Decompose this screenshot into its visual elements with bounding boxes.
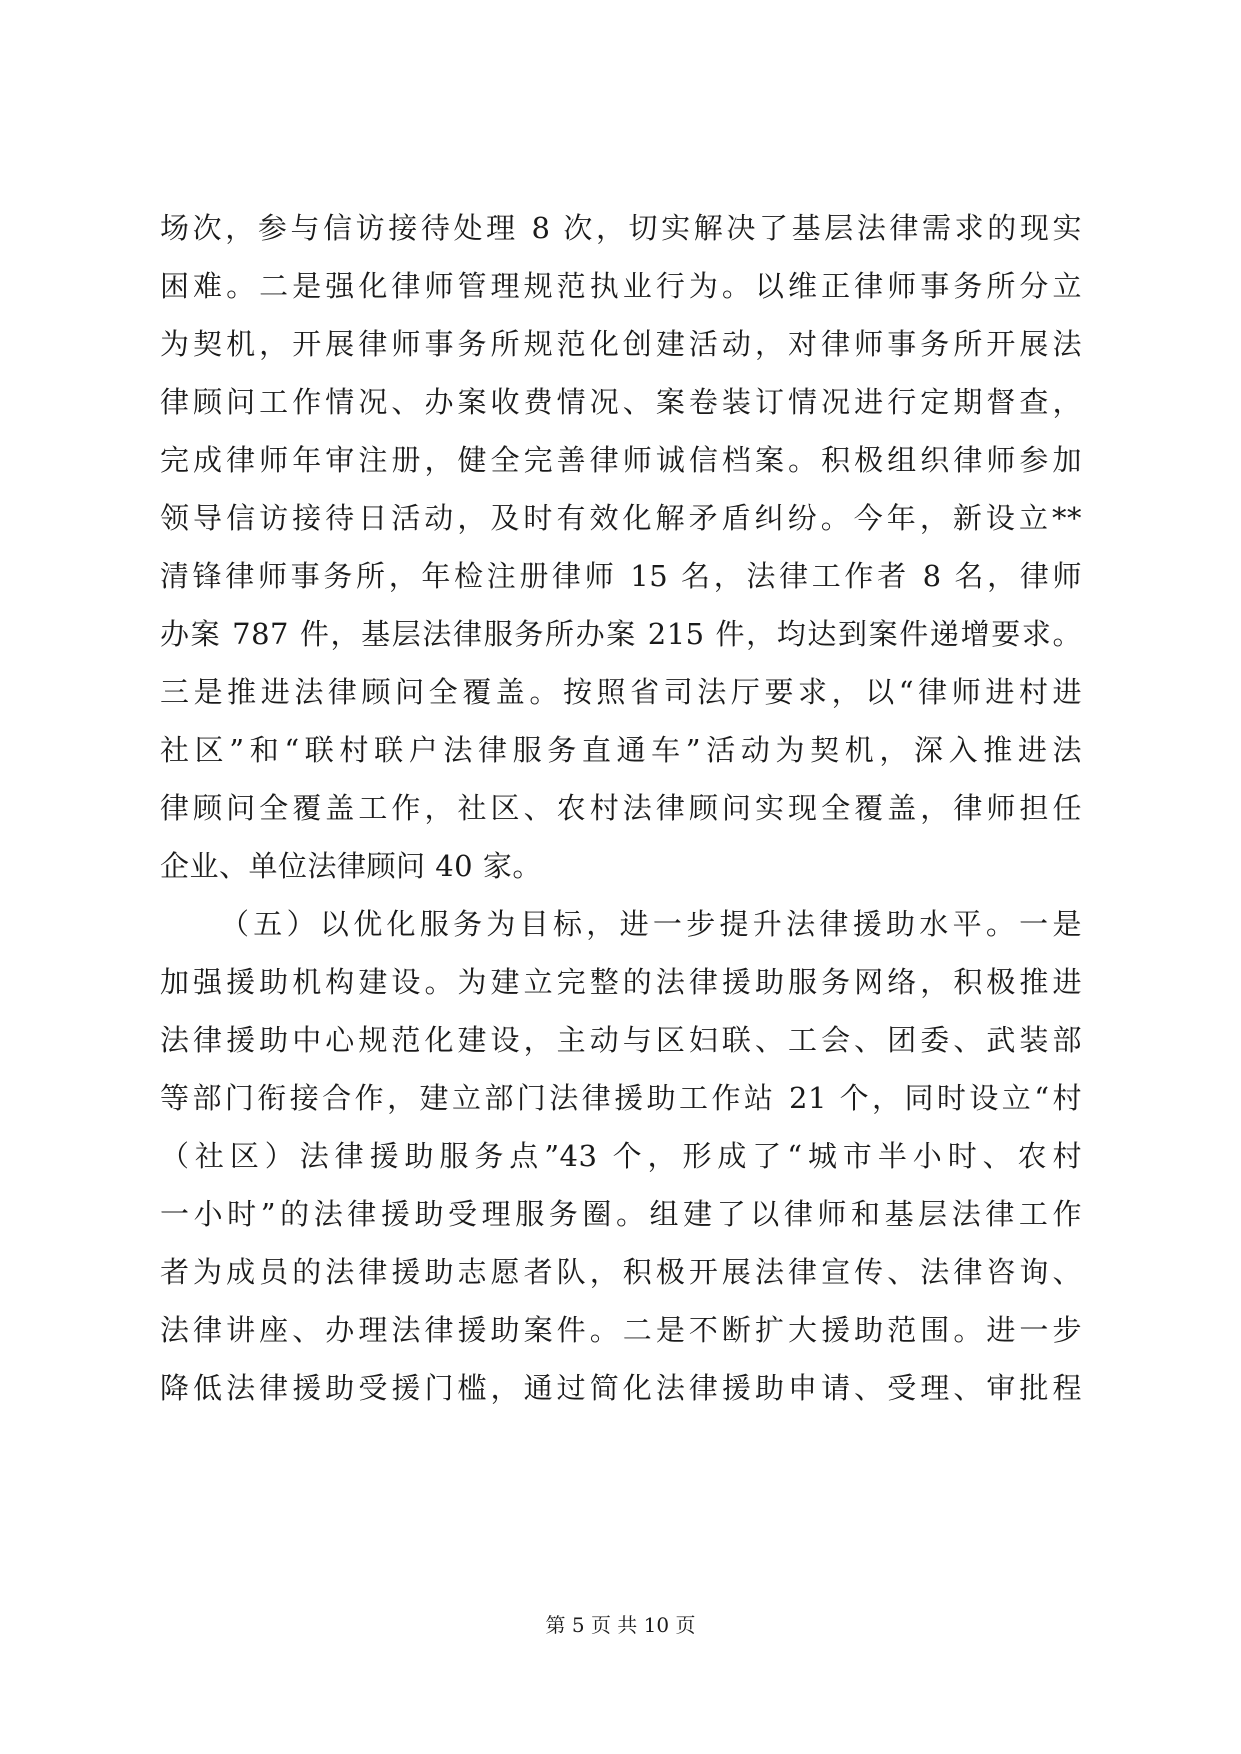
body-line: 法律援助中心规范化建设，主动与区妇联、工会、团委、武装部 <box>160 1023 1082 1057</box>
body-line: 企业、单位法律顾问 40 家。 <box>160 849 542 883</box>
body-line: 清锋律师事务所，年检注册律师 15 名，法律工作者 8 名，律师 <box>160 559 1082 593</box>
body-line: 律顾问全覆盖工作，社区、农村法律顾问实现全覆盖，律师担任 <box>160 791 1082 825</box>
body-line: 法律讲座、办理法律援助案件。二是不断扩大援助范围。进一步 <box>160 1313 1082 1347</box>
body-line: 完成律师年审注册，健全完善律师诚信档案。积极组织律师参加 <box>160 443 1082 477</box>
body-line: 社区”和“联村联户法律服务直通车”活动为契机，深入推进法 <box>160 733 1082 767</box>
body-line: 三是推进法律顾问全覆盖。按照省司法厅要求，以“律师进村进 <box>160 675 1082 709</box>
body-line: 办案 787 件，基层法律服务所办案 215 件，均达到案件递增要求。 <box>160 617 1082 651</box>
body-line: 困难。二是强化律师管理规范执业行为。以维正律师事务所分立 <box>160 269 1082 303</box>
body-line: 者为成员的法律援助志愿者队，积极开展法律宣传、法律咨询、 <box>160 1255 1082 1289</box>
body-line: 加强援助机构建设。为建立完整的法律援助服务网络，积极推进 <box>160 965 1082 999</box>
body-line: 等部门衔接合作，建立部门法律援助工作站 21 个，同时设立“村 <box>160 1081 1082 1115</box>
body-line: 律顾问工作情况、办案收费情况、案卷装订情况进行定期督查， <box>160 385 1082 419</box>
paragraph-first-line: （五）以优化服务为目标，进一步提升法律援助水平。一是 <box>220 907 1082 941</box>
body-line: 降低法律援助受援门槛，通过简化法律援助申请、受理、审批程 <box>160 1371 1082 1405</box>
body-line: 场次，参与信访接待处理 8 次，切实解决了基层法律需求的现实 <box>160 211 1082 245</box>
body-line: 为契机，开展律师事务所规范化创建活动，对律师事务所开展法 <box>160 327 1082 361</box>
body-line: （社区）法律援助服务点”43 个，形成了“城市半小时、农村 <box>160 1139 1082 1173</box>
body-line: 一小时”的法律援助受理服务圈。组建了以律师和基层法律工作 <box>160 1197 1082 1231</box>
page-number-footer: 第 5 页 共 10 页 <box>545 1613 696 1637</box>
body-line: 领导信访接待日活动，及时有效化解矛盾纠纷。今年，新设立** <box>160 501 1082 535</box>
